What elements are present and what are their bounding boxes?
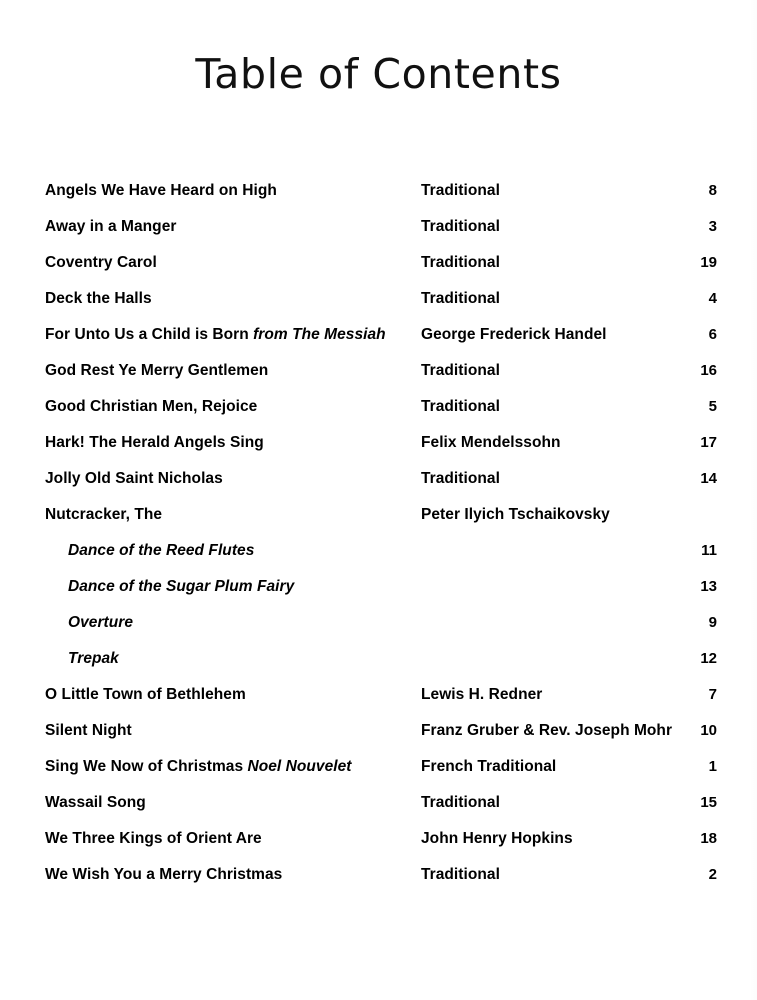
- toc-entry-row[interactable]: [45, 173, 717, 209]
- toc-entry-title-main: Coventry Carol: [45, 254, 157, 271]
- toc-entry-title-main: Away in a Manger: [45, 218, 177, 235]
- toc-entry-composer: Traditional: [421, 362, 500, 379]
- toc-entry-composer: Traditional: [421, 794, 500, 811]
- toc-entry-composer: George Frederick Handel: [421, 326, 607, 343]
- toc-entry-composer: Traditional: [421, 470, 500, 487]
- toc-entry-title: [45, 209, 176, 245]
- scan-edge-shading: [749, 0, 757, 1000]
- toc-sub-entry-row[interactable]: [45, 569, 717, 605]
- toc-entry-composer: John Henry Hopkins: [421, 830, 573, 847]
- toc-entry-title: [45, 677, 246, 713]
- toc-entry-title-italic: Overture: [68, 614, 134, 631]
- toc-entry-composer: Traditional: [421, 254, 500, 271]
- toc-entry-title: [45, 173, 277, 209]
- toc-entry-title-main: Silent Night: [45, 722, 132, 739]
- toc-entry-page-number: 9: [708, 614, 717, 631]
- toc-entry-row[interactable]: [45, 209, 717, 245]
- toc-entry-page-number: 16: [700, 362, 717, 379]
- toc-entry-title: [45, 713, 132, 749]
- toc-entry-row[interactable]: [45, 785, 717, 821]
- toc-entry-page-number: 1: [708, 758, 717, 775]
- toc-entry-title-italic: Noel Nouvelet: [247, 758, 352, 775]
- toc-entry-title: [45, 857, 282, 893]
- toc-entry-row[interactable]: [45, 353, 717, 389]
- page-title: Table of Contents: [195, 50, 562, 98]
- toc-entry-page-number: 15: [700, 794, 717, 811]
- toc-entry-row[interactable]: [45, 677, 717, 713]
- toc-entry-title: [68, 641, 119, 677]
- toc-entry-page-number: 17: [700, 434, 717, 451]
- toc-entry-title-main: Wassail Song: [45, 794, 146, 811]
- toc-entry-row[interactable]: [45, 317, 717, 353]
- toc-entry-title-italic: Dance of the Sugar Plum Fairy: [68, 578, 295, 595]
- toc-entry-title: [45, 785, 146, 821]
- toc-sub-entry-row[interactable]: [45, 641, 717, 677]
- toc-entry-title-italic: Dance of the Reed Flutes: [68, 542, 255, 559]
- toc-entry-page-number: 4: [708, 290, 717, 307]
- toc-entry-row[interactable]: [45, 821, 717, 857]
- toc-entry-page-number: 11: [701, 542, 717, 559]
- toc-entry-page-number: 19: [700, 254, 717, 271]
- toc-entry-composer: Franz Gruber & Rev. Joseph Mohr: [421, 722, 673, 739]
- toc-entry-composer: Felix Mendelssohn: [421, 434, 561, 451]
- toc-entry-page-number: 10: [700, 722, 717, 739]
- toc-entry-title: [45, 389, 257, 425]
- toc-entry-page-number: 5: [708, 398, 717, 415]
- toc-sub-entry-row[interactable]: [45, 533, 717, 569]
- toc-entry-row[interactable]: [45, 461, 717, 497]
- toc-entry-row[interactable]: [45, 857, 717, 893]
- toc-entry-row[interactable]: [45, 497, 717, 533]
- toc-entry-title: [45, 461, 223, 497]
- toc-entry-title-main: Sing We Now of Christmas: [45, 758, 244, 775]
- toc-entry-row[interactable]: [45, 713, 717, 749]
- toc-entry-title-main: Good Christian Men, Rejoice: [45, 398, 258, 415]
- toc-entry-row[interactable]: [45, 749, 717, 785]
- toc-entry-title: [45, 497, 162, 533]
- toc-entry-composer: Traditional: [421, 866, 500, 883]
- toc-entry-title: [45, 317, 386, 353]
- toc-entry-row[interactable]: [45, 389, 717, 425]
- toc-entry-title: [68, 605, 133, 641]
- toc-entry-title-main: We Three Kings of Orient Are: [45, 830, 262, 847]
- toc-entry-composer: Traditional: [421, 218, 500, 235]
- toc-entry-page-number: 18: [700, 830, 717, 847]
- toc-entry-row[interactable]: [45, 281, 717, 317]
- toc-entry-page-number: 13: [700, 578, 717, 595]
- toc-entry-title-main: God Rest Ye Merry Gentlemen: [45, 362, 269, 379]
- toc-entry-title-italic: Trepak: [68, 650, 119, 667]
- toc-entry-title: [45, 821, 262, 857]
- toc-entry-title-main: Jolly Old Saint Nicholas: [45, 470, 223, 487]
- toc-entry-title-italic: from The Messiah: [253, 326, 386, 343]
- toc-entry-title: [45, 749, 352, 785]
- toc-entry-title-main: For Unto Us a Child is Born: [45, 326, 249, 343]
- toc-entry-composer: Traditional: [421, 398, 500, 415]
- toc-entry-row[interactable]: [45, 245, 717, 281]
- toc-entry-page-number: 12: [700, 650, 717, 667]
- toc-entry-title: [68, 533, 254, 569]
- toc-entry-title-main: We Wish You a Merry Christmas: [45, 866, 283, 883]
- toc-sub-entry-row[interactable]: [45, 605, 717, 641]
- toc-entry-title-main: Deck the Halls: [45, 290, 152, 307]
- toc-entry-title-main: Hark! The Herald Angels Sing: [45, 434, 264, 451]
- table-of-contents-list: [45, 173, 717, 893]
- toc-entry-page-number: 3: [708, 218, 717, 235]
- toc-entry-title: [45, 425, 264, 461]
- toc-entry-composer: Peter Ilyich Tschaikovsky: [421, 506, 610, 523]
- toc-entry-page-number: 14: [700, 470, 717, 487]
- toc-entry-composer: French Traditional: [421, 758, 557, 775]
- toc-entry-page-number: 8: [708, 182, 717, 199]
- toc-entry-page-number: 6: [708, 326, 717, 343]
- toc-entry-composer: Traditional: [421, 290, 500, 307]
- toc-entry-page-number: 7: [708, 686, 717, 703]
- toc-entry-title-main: Angels We Have Heard on High: [45, 182, 277, 199]
- toc-entry-title: [68, 569, 294, 605]
- toc-entry-title: [45, 353, 268, 389]
- toc-entry-title-main: O Little Town of Bethlehem: [45, 686, 246, 703]
- toc-entry-composer: Lewis H. Redner: [421, 686, 543, 703]
- toc-entry-title-main: Nutcracker, The: [45, 506, 163, 523]
- toc-entry-composer: Traditional: [421, 182, 500, 199]
- toc-entry-row[interactable]: [45, 425, 717, 461]
- toc-entry-title: [45, 245, 157, 281]
- toc-entry-page-number: 2: [708, 866, 717, 883]
- toc-entry-title: [45, 281, 152, 317]
